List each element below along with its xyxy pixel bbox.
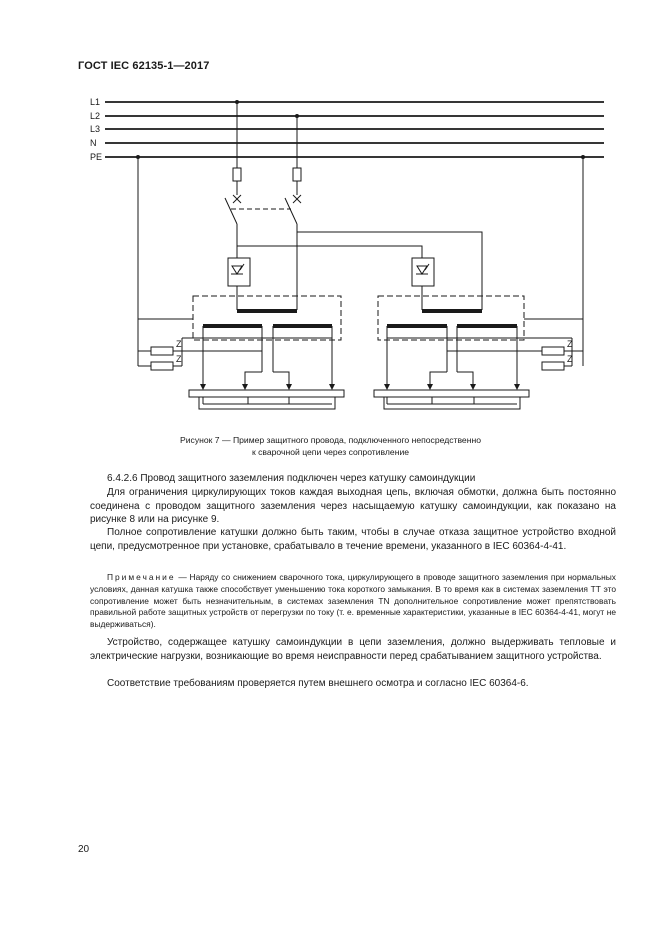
circuit-diagram [0,0,661,430]
impedance-label: Z [176,339,182,349]
paragraph-3: Устройство, содержащее катушку самоиндукции в цепи заземления, должно выдерживать тепловые и электрические нагрузки, возникающие во время неисправности перед срабатыванием защитного устройства. [90,637,616,662]
caption-line-2: к сварочной цепи через сопротивление [251,447,410,457]
paragraph-1: Для ограничения циркулирующих токов каждая выходная цепь, включая обмотки, должна быть постоянно соединена с проводом защитного заземления через насыщаемую катушку самоиндукции, как показано на рисунке 8 или на рисунке 9. [90,487,616,526]
line-label-l1: L1 [90,97,101,107]
paragraph-4: Соответствие требованиям проверяется путем внешнего осмотра и согласно IEC 60364-6. [107,678,529,689]
impedance-label: Z [176,354,182,364]
line-label-n: N [90,138,97,148]
caption-line-1: Рисунок 7 — Пример защитного провода, подключенного непосредственно [180,435,481,445]
document-header: ГОСТ IEC 62135-1—2017 [78,60,210,72]
impedance-label: Z [567,354,573,364]
figure-caption [0,434,661,458]
line-label-l2: L2 [90,111,101,121]
line-label-l3: L3 [90,124,101,134]
note-label: Примечание [107,572,176,582]
supply-lines [105,102,604,157]
page-number: 20 [78,844,90,855]
line-label-pe: PE [90,152,103,162]
impedance-label: Z [567,339,573,349]
note [90,572,616,631]
paragraph-2: Полное сопротивление катушки должно быть таким, чтобы в случае отказа защитное устройство входной цепи, предусмотренное при установке, срабатывало в течение времени, указанного в IEC 60364-4-41. [90,527,616,552]
section-heading: 6.4.2.6 Провод защитного заземления подключен через катушку самоиндукции [107,473,476,484]
note-text: — Наряду со снижением сварочного тока, циркулирующего в проводе защитного заземления при нормальных условиях, данная катушка также способствует уменьшению тока короткого замыкания. В то время как в системах заземления ТТ это сопротивление может быть незначительным, в системах заземления TN дополнительное сопротивление может препятствовать правильной работе защитных устройств от перегрузки по току (т. е. временные характеристики, указанные в IEC 60364-4-41, могут не выдерживаться). [90,572,616,630]
